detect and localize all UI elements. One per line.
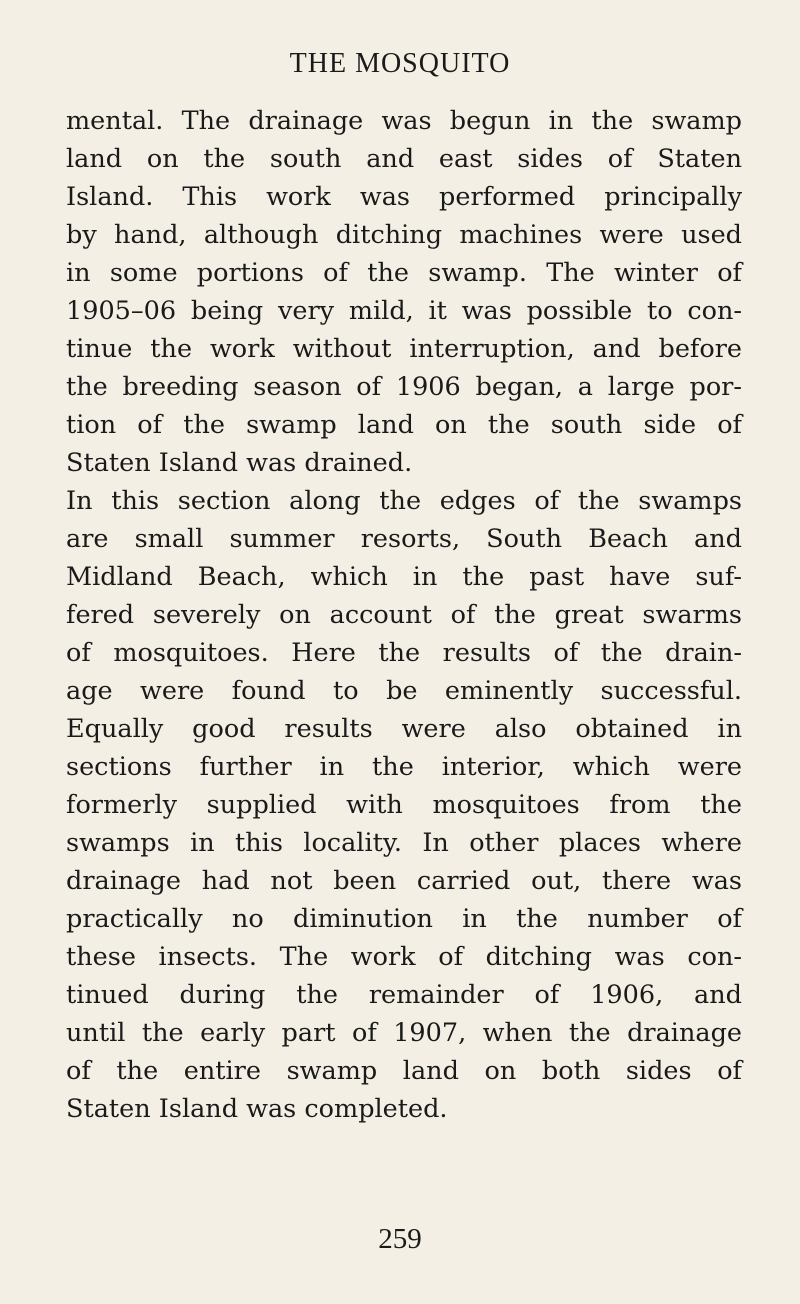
text-line: age were found to be eminently successful. (66, 676, 742, 706)
text-line: of the entire swamp land on both sides of (66, 1056, 742, 1086)
text-line: the breeding season of 1906 began, a large por- (66, 372, 742, 402)
text-line: Equally good results were also obtained in (66, 714, 742, 744)
text-line: Midland Beach, which in the past have suf- (66, 562, 742, 592)
running-head: THE MOSQUITO (289, 48, 511, 79)
text-line: 1905–06 being very mild, it was possible to con- (66, 296, 742, 326)
text-line: mental. The drainage was begun in the swamp (66, 106, 742, 136)
text-line: fered severely on account of the great swarms (66, 600, 742, 630)
text-line: tion of the swamp land on the south side of (66, 410, 742, 440)
text-line: tinued during the remainder of 1906, and (66, 980, 742, 1010)
text-line: of mosquitoes. Here the results of the drain- (66, 638, 742, 668)
text-line: tinue the work without interruption, and before (66, 334, 742, 364)
text-line: Staten Island was completed. (66, 1094, 448, 1124)
text-line: practically no diminution in the number of (66, 904, 742, 934)
text-line: Staten Island was drained. (66, 448, 413, 478)
text-line: Island. This work was performed principally (66, 182, 742, 212)
page-number: 259 (378, 1223, 422, 1255)
text-line: drainage had not been carried out, there was (66, 866, 742, 896)
paragraph-2 (66, 482, 742, 1128)
text-line: sections further in the interior, which were (66, 752, 742, 782)
body-text (66, 102, 742, 1128)
text-line: swamps in this locality. In other places where (66, 828, 742, 858)
text-line: In this section along the edges of the swamps (66, 486, 742, 516)
text-line: formerly supplied with mosquitoes from the (66, 790, 742, 820)
paragraph-1 (66, 102, 742, 482)
text-line: land on the south and east sides of Staten (66, 144, 742, 174)
text-line: by hand, although ditching machines were used (66, 220, 742, 250)
text-line: these insects. The work of ditching was con- (66, 942, 742, 972)
text-line: until the early part of 1907, when the drainage (66, 1018, 742, 1048)
text-line: in some portions of the swamp. The winter of (66, 258, 742, 288)
text-line: are small summer resorts, South Beach and (66, 524, 742, 554)
